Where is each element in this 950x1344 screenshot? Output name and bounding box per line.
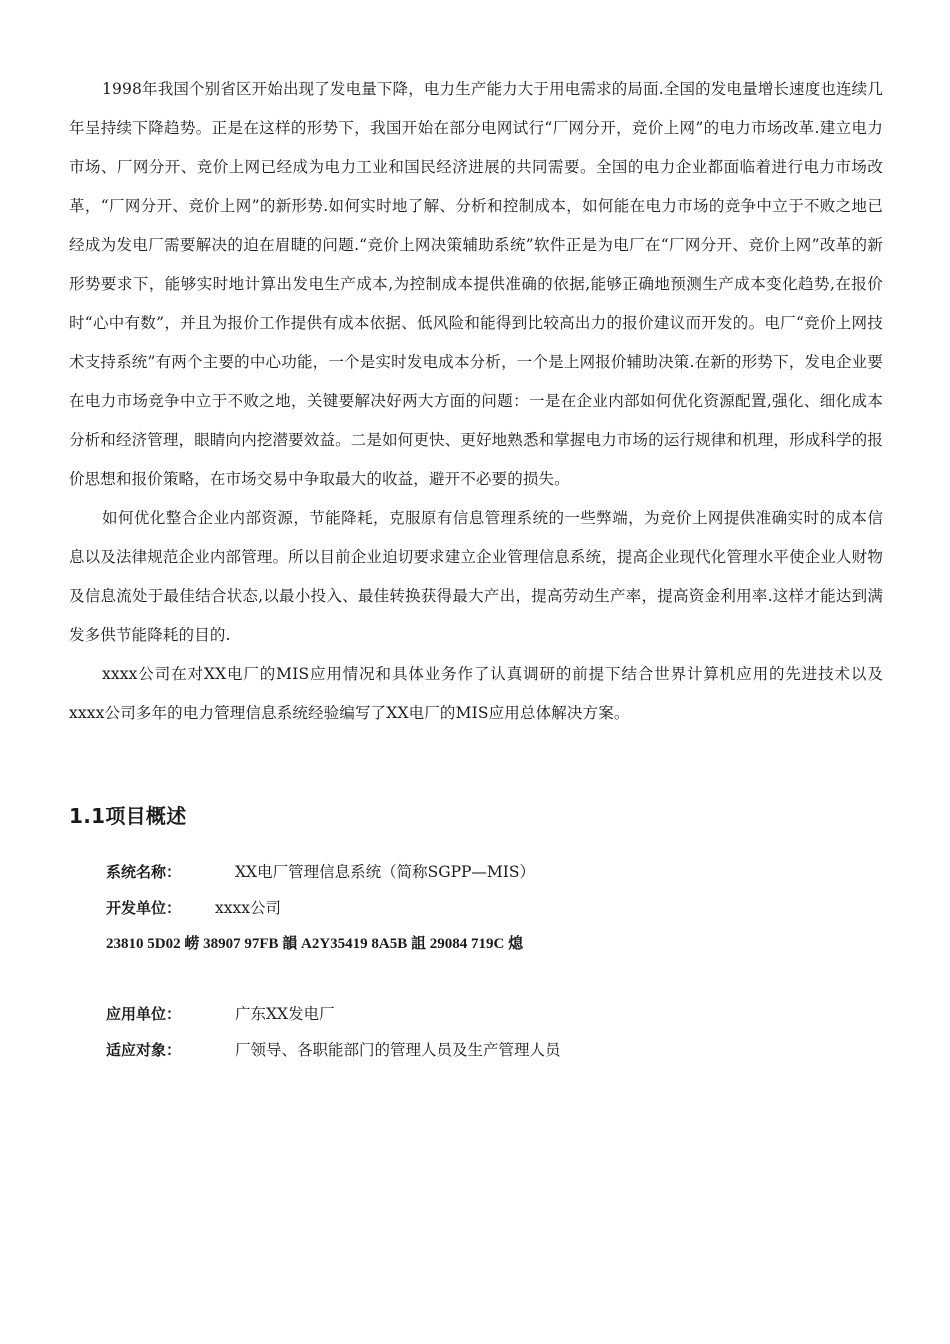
paragraph-2: 如何优化整合企业内部资源，节能降耗，克服原有信息管理系统的一些弊端，为竞价上网提供准确实时的成本信息以及法律规范企业内部管理。所以目前企业迫切要求建立企业管理信息系统，提高企业现代化管理水平使企业人财物及信息流处于最佳结合状态,以最小投入、最佳转换获得最大产出，提高劳动生产率，提高资金利用率.这样才能达到满发多供节能降耗的目的. — [69, 509, 883, 644]
code-line: 23810 5D02 崂 38907 97FB 韻 A2Y35419 8A5B 詛 29084 719C 熄 — [106, 936, 524, 952]
body-text — [69, 70, 883, 733]
audience-value: 厂领导、各职能部门的管理人员及生产管理人员 — [235, 1041, 561, 1059]
developer-label: 开发单位： — [106, 899, 182, 917]
paragraph-1: 1998年我国个别省区开始出现了发电量下降，电力生产能力大于用电需求的局面.全国的发电量增长速度也连续几年呈持续下降趋势。正是在这样的形势下，我国开始在部分电网试行“厂网分开，竞价上网”的电力市场改革.建立电力市场、厂网分开、竞价上网已经成为电力工业和国民经济进展的共同需要。全国的电力企业都面临着进行电力市场改革，“厂网分开、竞价上网”的新形势.如何实时地了解、分析和控制成本，如何能在电力市场的竞争中立于不败之地已经成为发电厂需要解决的迫在眉睫的问题.“竞价上网决策辅助系统”软件正是为电厂在“厂网分开、竞价上网”改革的新形势要求下，能够实时地计算出发电生产成本,为控制成本提供准确的依据,能够正确地预测生产成本变化趋势,在报价时“心中有数”，并且为报价工作提供有成本依据、低风险和能得到比较高出力的报价建议而开发的。电厂“竞价上网技术支持系统”有两个主要的中心功能，一个是实时发电成本分析，一个是上网报价辅助决策.在新的形势下，发电企业要在电力市场竞争中立于不败之地，关键要解决好两大方面的问题：一是在企业内部如何优化资源配置,强化、细化成本分析和经济管理，眼睛向内挖潜要效益。二是如何更快、更好地熟悉和掌握电力市场的运行规律和机理，形成科学的报价思想和报价策略，在市场交易中争取最大的收益，避开不必要的损失。 — [69, 80, 883, 488]
project-info — [106, 857, 826, 1071]
spacer — [106, 965, 826, 999]
system-name-label: 系统名称： — [106, 863, 182, 881]
application-unit-value: 广东XX发电厂 — [235, 1005, 335, 1023]
section-heading: 1.1项目概述 — [69, 804, 187, 828]
system-name-value: XX电厂管理信息系统（简称SGPP—MIS） — [235, 863, 536, 881]
audience-row — [106, 1035, 826, 1071]
application-unit-row — [106, 999, 826, 1035]
audience-label: 适应对象： — [106, 1041, 182, 1059]
developer-row — [106, 893, 826, 929]
paragraph-3: xxxx公司在对XX电厂的MIS应用情况和具体业务作了认真调研的前提下结合世界计算机应用的先进技术以及xxxx公司多年的电力管理信息系统经验编写了XX电厂的MIS应用总体解决方案。 — [69, 665, 883, 722]
developer-value: xxxx公司 — [215, 899, 281, 917]
application-unit-label: 应用单位： — [106, 1005, 182, 1023]
system-name-row — [106, 857, 826, 893]
